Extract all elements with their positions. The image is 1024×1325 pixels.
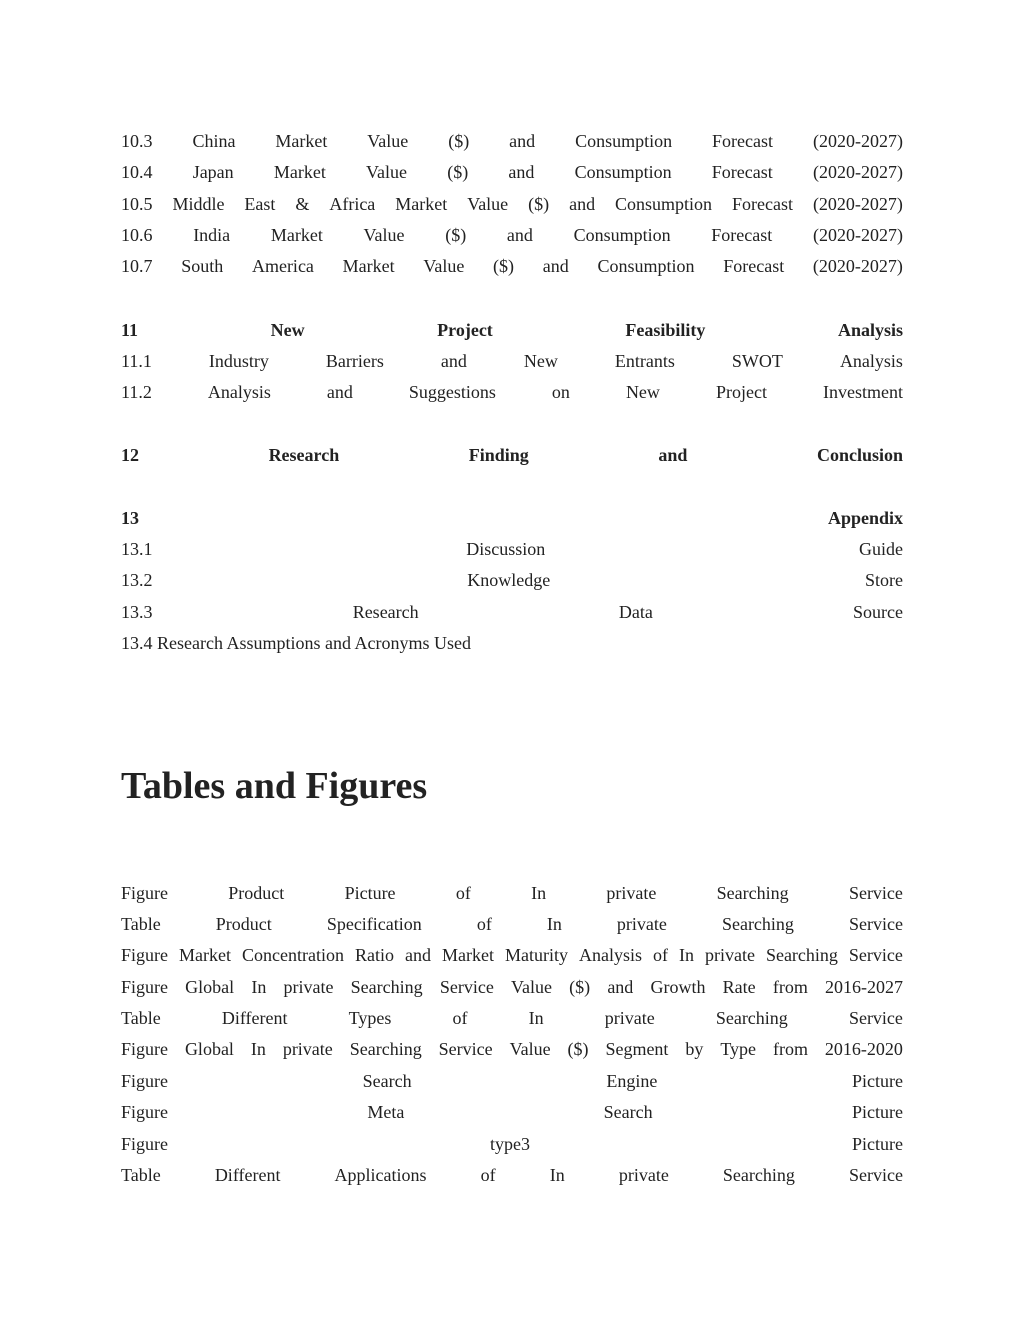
figure-entry-line (121, 881, 903, 905)
toc-word: and (569, 194, 596, 214)
figure-entry-word: Picture (344, 883, 396, 903)
toc-line (121, 192, 903, 216)
figure-entry-line (121, 1100, 903, 1124)
figure-entry-word: In (546, 914, 562, 934)
figure-entry-word: Figure (121, 1102, 168, 1122)
figure-entry-word: Concentration (241, 945, 344, 965)
figure-entry-word: Analysis (578, 945, 642, 965)
figure-entry-word: In (531, 883, 547, 903)
figure-entry-word: private (618, 1165, 669, 1185)
toc-word: China (192, 131, 236, 151)
toc-word: Source (853, 602, 903, 622)
toc-word: Investment (822, 382, 903, 402)
toc-word: (2020-2027) (812, 256, 903, 276)
toc-word: and (506, 225, 533, 245)
toc-word: Analysis (207, 382, 271, 402)
figure-entry-line (121, 1037, 903, 1061)
figure-entry-word: 2016-2027 (825, 977, 903, 997)
figure-entry-line (121, 975, 903, 999)
figure-entry-word: ($) (567, 1039, 589, 1059)
toc-word: Project (437, 320, 493, 340)
toc-word: Africa (329, 194, 376, 214)
figure-entry-word: Rate (722, 977, 756, 997)
toc-word: Analysis (839, 351, 903, 371)
toc-word: and (509, 131, 536, 151)
toc-line (121, 254, 903, 278)
toc-word: 10.6 (121, 225, 153, 245)
figure-entry-word: Different (221, 1008, 288, 1028)
figure-entry-word: private (604, 1008, 655, 1028)
toc-word: Discussion (466, 539, 546, 559)
toc-word: ($) (493, 256, 515, 276)
toc-word: 11.1 (121, 351, 152, 371)
toc-word: and (658, 445, 688, 465)
toc-word: 11 (121, 320, 139, 340)
toc-word: & (295, 194, 310, 214)
figure-entry-word: In (528, 1008, 544, 1028)
toc-word: Research (268, 445, 340, 465)
toc-word: Conclusion (816, 445, 903, 465)
toc-word: Consumption (573, 225, 671, 245)
figure-entry-word: and (404, 945, 431, 965)
toc-word: Market (395, 194, 448, 214)
figure-entry-word: of (476, 914, 492, 934)
figure-entry-word: Searching (716, 883, 789, 903)
figure-entry-word: Searching (715, 1008, 788, 1028)
figure-entry-word: Figure (121, 1039, 168, 1059)
toc-word: ($) (447, 162, 469, 182)
toc-line (121, 600, 903, 624)
figure-entry-word: Global (185, 977, 235, 997)
figure-entry-word: Searching (722, 1165, 795, 1185)
figure-entry-word: Figure (121, 945, 168, 965)
figure-entry-word: Ratio (354, 945, 394, 965)
figure-entry-word: Searching (349, 1039, 422, 1059)
toc-word: 13.3 (121, 602, 153, 622)
figure-entry-word: Service (848, 914, 903, 934)
figure-entry-line (121, 1163, 903, 1187)
figure-entry-word: Service (848, 1008, 903, 1028)
figure-entry-word: Picture (852, 1071, 903, 1091)
toc-line (121, 631, 903, 655)
toc-word: 10.3 (121, 131, 153, 151)
figure-entry-word: In (250, 1039, 266, 1059)
figure-entry-word: Value (509, 1039, 551, 1059)
figure-entry-word: Applications (334, 1165, 427, 1185)
toc-word: Value (366, 162, 408, 182)
figure-entry-word: from (772, 1039, 808, 1059)
toc-word: Consumption (615, 194, 713, 214)
figure-entry-word: Service (439, 977, 494, 997)
toc-word: and (440, 351, 467, 371)
toc-word: America (251, 256, 314, 276)
toc-word: Project (715, 382, 767, 402)
toc-word: Middle (172, 194, 225, 214)
toc-word: on (551, 382, 570, 402)
toc-word: Consumption (574, 162, 672, 182)
figure-entry-word: Table (121, 914, 161, 934)
figure-entry-line (121, 912, 903, 936)
toc-word: and (508, 162, 535, 182)
figure-entry-word: In (678, 945, 694, 965)
toc-word: Value (363, 225, 405, 245)
toc-line (121, 506, 903, 530)
figure-entry-word: Types (348, 1008, 392, 1028)
figure-entry-word: Engine (606, 1071, 658, 1091)
toc-line (121, 318, 903, 342)
figure-entry-word: Searching (350, 977, 423, 997)
toc-word: New (523, 351, 558, 371)
figure-entry-word: Market (179, 945, 231, 965)
toc-word: Forecast (712, 131, 774, 151)
toc-word: 10.5 (121, 194, 153, 214)
figure-entry-word: type3 (490, 1134, 530, 1154)
figure-entry-word: In (251, 977, 267, 997)
toc-word: Forecast (711, 162, 773, 182)
figure-entry-word: Global (184, 1039, 234, 1059)
toc-word: 12 (121, 445, 139, 465)
toc-word: 11.2 (121, 382, 152, 402)
toc-word: SWOT (731, 351, 783, 371)
toc-word: Guide (858, 539, 903, 559)
toc-line-text: 13.4 Research Assumptions and Acronyms Used (121, 633, 471, 653)
toc-word: Value (467, 194, 509, 214)
figure-entry-word: Value (510, 977, 552, 997)
toc-word: (2020-2027) (812, 225, 903, 245)
toc-word: New (270, 320, 305, 340)
figure-entry-line (121, 1069, 903, 1093)
figure-entry-word: Searching (721, 914, 794, 934)
figure-entry-word: Searching (765, 945, 838, 965)
figure-entry-word: In (549, 1165, 565, 1185)
figure-entry-word: Figure (121, 883, 168, 903)
figure-entry-word: private (282, 1039, 333, 1059)
figure-entry-word: Specification (326, 914, 422, 934)
toc-word: Market (342, 256, 395, 276)
figure-entry-line (121, 1006, 903, 1030)
figure-entry-word: 2016-2020 (824, 1039, 903, 1059)
toc-word: Forecast (732, 194, 793, 214)
figure-entry-word: private (616, 914, 667, 934)
toc-word: (2020-2027) (812, 131, 903, 151)
section-heading-tables-and-figures: Tables and Figures (121, 765, 428, 807)
toc-word: 10.7 (121, 256, 153, 276)
toc-word: Consumption (575, 131, 673, 151)
toc-word: South (181, 256, 224, 276)
figure-entry-word: private (283, 977, 334, 997)
toc-word: Japan (192, 162, 234, 182)
toc-word: and (326, 382, 353, 402)
figure-entry-line (121, 1132, 903, 1156)
figure-entry-word: and (607, 977, 634, 997)
toc-line (121, 443, 903, 467)
toc-word: Finding (468, 445, 529, 465)
toc-word: Appendix (827, 508, 903, 528)
toc-word: 13.1 (121, 539, 153, 559)
figure-entry-word: private (704, 945, 755, 965)
figure-entry-word: of (455, 883, 471, 903)
toc-word: and (542, 256, 569, 276)
toc-word: 10.4 (121, 162, 153, 182)
figure-entry-word: Service (848, 945, 903, 965)
toc-word: Entrants (614, 351, 675, 371)
toc-word: Feasibility (625, 320, 706, 340)
toc-word: Store (864, 570, 903, 590)
figure-entry-word: Segment (605, 1039, 669, 1059)
toc-word: 13 (121, 508, 139, 528)
toc-word: Suggestions (408, 382, 496, 402)
toc-word: East (244, 194, 276, 214)
figure-entry-word: Different (214, 1165, 281, 1185)
figure-entry-word: ($) (569, 977, 591, 997)
toc-line (121, 380, 903, 404)
figure-entry-word: of (452, 1008, 468, 1028)
figure-entry-word: Type (720, 1039, 757, 1059)
figure-entry-word: Table (121, 1165, 161, 1185)
figure-entry-word: private (606, 883, 657, 903)
figure-entry-word: Picture (852, 1134, 903, 1154)
toc-word: Analysis (837, 320, 903, 340)
figure-entry-line (121, 943, 903, 967)
toc-line (121, 349, 903, 373)
figure-entry-word: Growth (650, 977, 706, 997)
toc-line (121, 223, 903, 247)
toc-word: (2020-2027) (812, 194, 903, 214)
toc-word: Data (618, 602, 653, 622)
figure-entry-word: Search (362, 1071, 412, 1091)
toc-word: Consumption (597, 256, 695, 276)
toc-line (121, 129, 903, 153)
figure-entry-word: Service (848, 883, 903, 903)
toc-word: ($) (528, 194, 550, 214)
toc-line (121, 568, 903, 592)
toc-word: Market (270, 225, 323, 245)
toc-word: Value (367, 131, 409, 151)
toc-word: New (625, 382, 660, 402)
toc-word: (2020-2027) (812, 162, 903, 182)
figure-entry-word: Product (228, 883, 285, 903)
figure-entry-word: Figure (121, 1071, 168, 1091)
toc-word: ($) (448, 131, 470, 151)
figure-entry-word: by (685, 1039, 704, 1059)
figure-entry-word: Table (121, 1008, 161, 1028)
figure-entry-word: Market (441, 945, 494, 965)
toc-word: Research (352, 602, 419, 622)
toc-word: 13.2 (121, 570, 153, 590)
figure-entry-word: Picture (852, 1102, 903, 1122)
toc-line (121, 160, 903, 184)
toc-line (121, 537, 903, 561)
figure-entry-word: Meta (367, 1102, 405, 1122)
toc-word: Market (273, 162, 326, 182)
toc-word: Market (275, 131, 328, 151)
figure-entry-word: Service (438, 1039, 493, 1059)
figure-entry-word: Figure (121, 977, 168, 997)
toc-word: Barriers (325, 351, 384, 371)
toc-word: Industry (208, 351, 269, 371)
toc-word: Value (423, 256, 465, 276)
figure-entry-word: of (480, 1165, 496, 1185)
figure-entry-word: Figure (121, 1134, 168, 1154)
figure-entry-word: of (652, 945, 668, 965)
toc-word: Forecast (723, 256, 785, 276)
figure-entry-word: Maturity (504, 945, 568, 965)
toc-word: Forecast (711, 225, 773, 245)
toc-word: ($) (445, 225, 467, 245)
figure-entry-word: Product (215, 914, 272, 934)
toc-word: India (193, 225, 231, 245)
toc-word: Knowledge (467, 570, 551, 590)
figure-entry-word: Search (603, 1102, 653, 1122)
figure-entry-word: Service (848, 1165, 903, 1185)
figure-entry-word: from (772, 977, 808, 997)
